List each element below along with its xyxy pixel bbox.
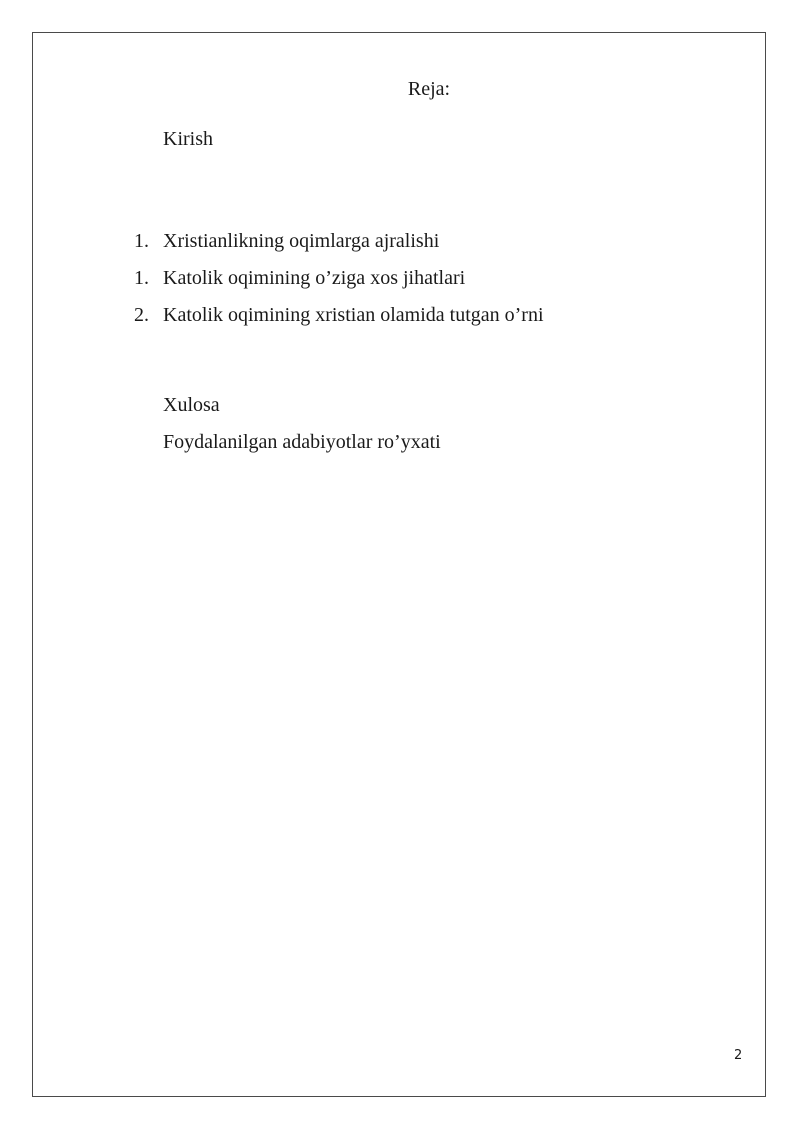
intro-heading: Kirish — [163, 128, 213, 150]
toc-item-number: 2. — [134, 304, 149, 326]
table-of-contents — [134, 229, 544, 340]
page-number: 2 — [734, 1048, 743, 1063]
plan-title: Reja: — [407, 78, 451, 100]
toc-item-number: 1. — [134, 230, 149, 252]
toc-item-number: 1. — [134, 267, 149, 289]
references-heading: Foydalanilgan adabiyotlar ro’yxati — [163, 431, 441, 453]
toc-item-text: Katolik oqimining o’ziga xos jihatlari — [163, 267, 466, 289]
page-border — [32, 32, 766, 1097]
toc-item-text: Xristianlikning oqimlarga ajralishi — [163, 230, 440, 252]
toc-item — [134, 266, 544, 303]
toc-item — [134, 303, 544, 340]
conclusion-heading: Xulosa — [163, 394, 220, 416]
toc-item-text: Katolik oqimining xristian olamida tutgan o’rni — [163, 304, 544, 326]
toc-item — [134, 229, 544, 266]
